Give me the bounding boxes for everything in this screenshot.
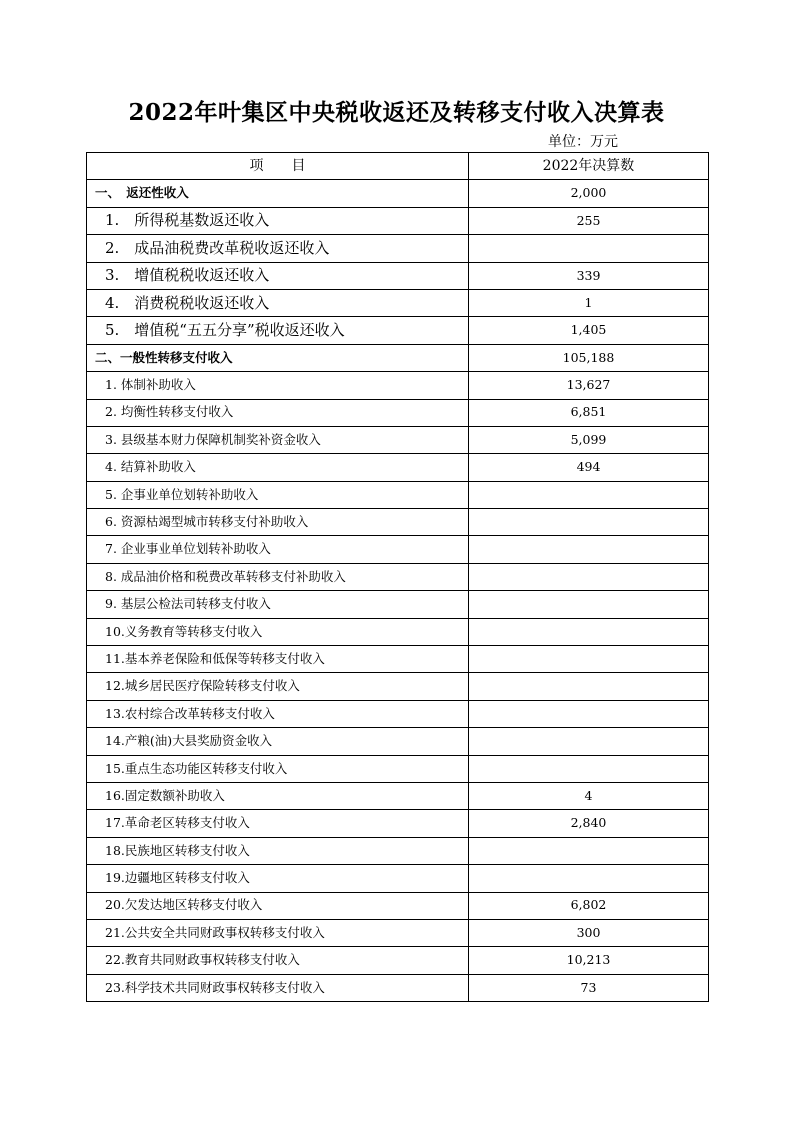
row-amount: 105,188 bbox=[469, 344, 709, 371]
row-amount bbox=[469, 700, 709, 727]
row-amount bbox=[469, 618, 709, 645]
table-header-row bbox=[87, 153, 709, 180]
header-item: 项 目 bbox=[87, 153, 469, 180]
row-item-label: 14.产粮(油)大县奖励资金收入 bbox=[87, 728, 469, 755]
table-row bbox=[87, 700, 709, 727]
row-item-label: 18.民族地区转移支付收入 bbox=[87, 837, 469, 864]
row-item-label: 6. 资源枯竭型城市转移支付补助收入 bbox=[87, 509, 469, 536]
row-item-label: 4. 消费税税收返还收入 bbox=[87, 289, 469, 316]
table-row bbox=[87, 837, 709, 864]
table-row bbox=[87, 646, 709, 673]
table-row bbox=[87, 673, 709, 700]
page-title: 2022年叶集区中央税收返还及转移支付收入决算表 bbox=[128, 99, 665, 126]
row-item-label: 2. 均衡性转移支付收入 bbox=[87, 399, 469, 426]
table-row bbox=[87, 782, 709, 809]
row-amount bbox=[469, 673, 709, 700]
table-row bbox=[87, 728, 709, 755]
row-item-label: 19.边疆地区转移支付收入 bbox=[87, 865, 469, 892]
row-amount bbox=[469, 865, 709, 892]
table-row bbox=[87, 481, 709, 508]
table-row bbox=[87, 372, 709, 399]
row-amount bbox=[469, 509, 709, 536]
table-row bbox=[87, 919, 709, 946]
table-row bbox=[87, 262, 709, 289]
row-item-label: 10.义务教育等转移支付收入 bbox=[87, 618, 469, 645]
row-amount: 5,099 bbox=[469, 426, 709, 453]
row-item-label: 11.基本养老保险和低保等转移支付收入 bbox=[87, 646, 469, 673]
row-amount bbox=[469, 563, 709, 590]
row-amount bbox=[469, 728, 709, 755]
row-amount: 1,405 bbox=[469, 317, 709, 344]
row-item-label: 21.公共安全共同财政事权转移支付收入 bbox=[87, 919, 469, 946]
row-item-label: 12.城乡居民医疗保险转移支付收入 bbox=[87, 673, 469, 700]
row-item-label: 9. 基层公检法司转移支付收入 bbox=[87, 591, 469, 618]
table-row bbox=[87, 426, 709, 453]
row-item-label: 1. 所得税基数返还收入 bbox=[87, 207, 469, 234]
row-amount bbox=[469, 755, 709, 782]
table-row bbox=[87, 536, 709, 563]
row-amount: 494 bbox=[469, 454, 709, 481]
row-item-label: 一、 返还性收入 bbox=[87, 180, 469, 207]
row-amount: 2,000 bbox=[469, 180, 709, 207]
budget-table bbox=[86, 152, 709, 1002]
row-item-label: 1. 体制补助收入 bbox=[87, 372, 469, 399]
table-row bbox=[87, 207, 709, 234]
row-amount: 6,802 bbox=[469, 892, 709, 919]
row-amount: 10,213 bbox=[469, 947, 709, 974]
table-row bbox=[87, 947, 709, 974]
row-item-label: 8. 成品油价格和税费改革转移支付补助收入 bbox=[87, 563, 469, 590]
row-item-label: 5. 增值税“五五分享”税收返还收入 bbox=[87, 317, 469, 344]
row-amount bbox=[469, 536, 709, 563]
row-amount: 4 bbox=[469, 782, 709, 809]
table-row bbox=[87, 509, 709, 536]
row-item-label: 3. 县级基本财力保障机制奖补资金收入 bbox=[87, 426, 469, 453]
row-item-label: 16.固定数额补助收入 bbox=[87, 782, 469, 809]
table-row bbox=[87, 399, 709, 426]
header-amount: 2022年决算数 bbox=[469, 153, 709, 180]
row-item-label: 二、一般性转移支付收入 bbox=[87, 344, 469, 371]
row-item-label: 7. 企业事业单位划转补助收入 bbox=[87, 536, 469, 563]
row-amount bbox=[469, 481, 709, 508]
table-row bbox=[87, 810, 709, 837]
row-item-label: 17.革命老区转移支付收入 bbox=[87, 810, 469, 837]
table-row bbox=[87, 865, 709, 892]
row-item-label: 2. 成品油税费改革税收返还收入 bbox=[87, 235, 469, 262]
table-row bbox=[87, 755, 709, 782]
table-row bbox=[87, 563, 709, 590]
row-amount bbox=[469, 591, 709, 618]
unit-label: 单位：万元 bbox=[548, 134, 618, 150]
table-row bbox=[87, 892, 709, 919]
table-row bbox=[87, 180, 709, 207]
row-amount: 300 bbox=[469, 919, 709, 946]
table-row bbox=[87, 344, 709, 371]
row-item-label: 23.科学技术共同财政事权转移支付收入 bbox=[87, 974, 469, 1001]
row-amount bbox=[469, 235, 709, 262]
row-item-label: 3. 增值税税收返还收入 bbox=[87, 262, 469, 289]
row-amount: 339 bbox=[469, 262, 709, 289]
table-row bbox=[87, 974, 709, 1001]
row-item-label: 13.农村综合改革转移支付收入 bbox=[87, 700, 469, 727]
row-amount bbox=[469, 837, 709, 864]
row-amount: 2,840 bbox=[469, 810, 709, 837]
row-amount: 6,851 bbox=[469, 399, 709, 426]
row-item-label: 22.教育共同财政事权转移支付收入 bbox=[87, 947, 469, 974]
row-item-label: 4. 结算补助收入 bbox=[87, 454, 469, 481]
table-row bbox=[87, 454, 709, 481]
row-amount: 13,627 bbox=[469, 372, 709, 399]
row-item-label: 15.重点生态功能区转移支付收入 bbox=[87, 755, 469, 782]
table-row bbox=[87, 289, 709, 316]
row-amount: 255 bbox=[469, 207, 709, 234]
row-amount: 73 bbox=[469, 974, 709, 1001]
row-amount: 1 bbox=[469, 289, 709, 316]
table-row bbox=[87, 618, 709, 645]
table-body bbox=[87, 153, 709, 1002]
table-row bbox=[87, 235, 709, 262]
table-row bbox=[87, 317, 709, 344]
row-amount bbox=[469, 646, 709, 673]
table-row bbox=[87, 591, 709, 618]
row-item-label: 20.欠发达地区转移支付收入 bbox=[87, 892, 469, 919]
row-item-label: 5. 企事业单位划转补助收入 bbox=[87, 481, 469, 508]
